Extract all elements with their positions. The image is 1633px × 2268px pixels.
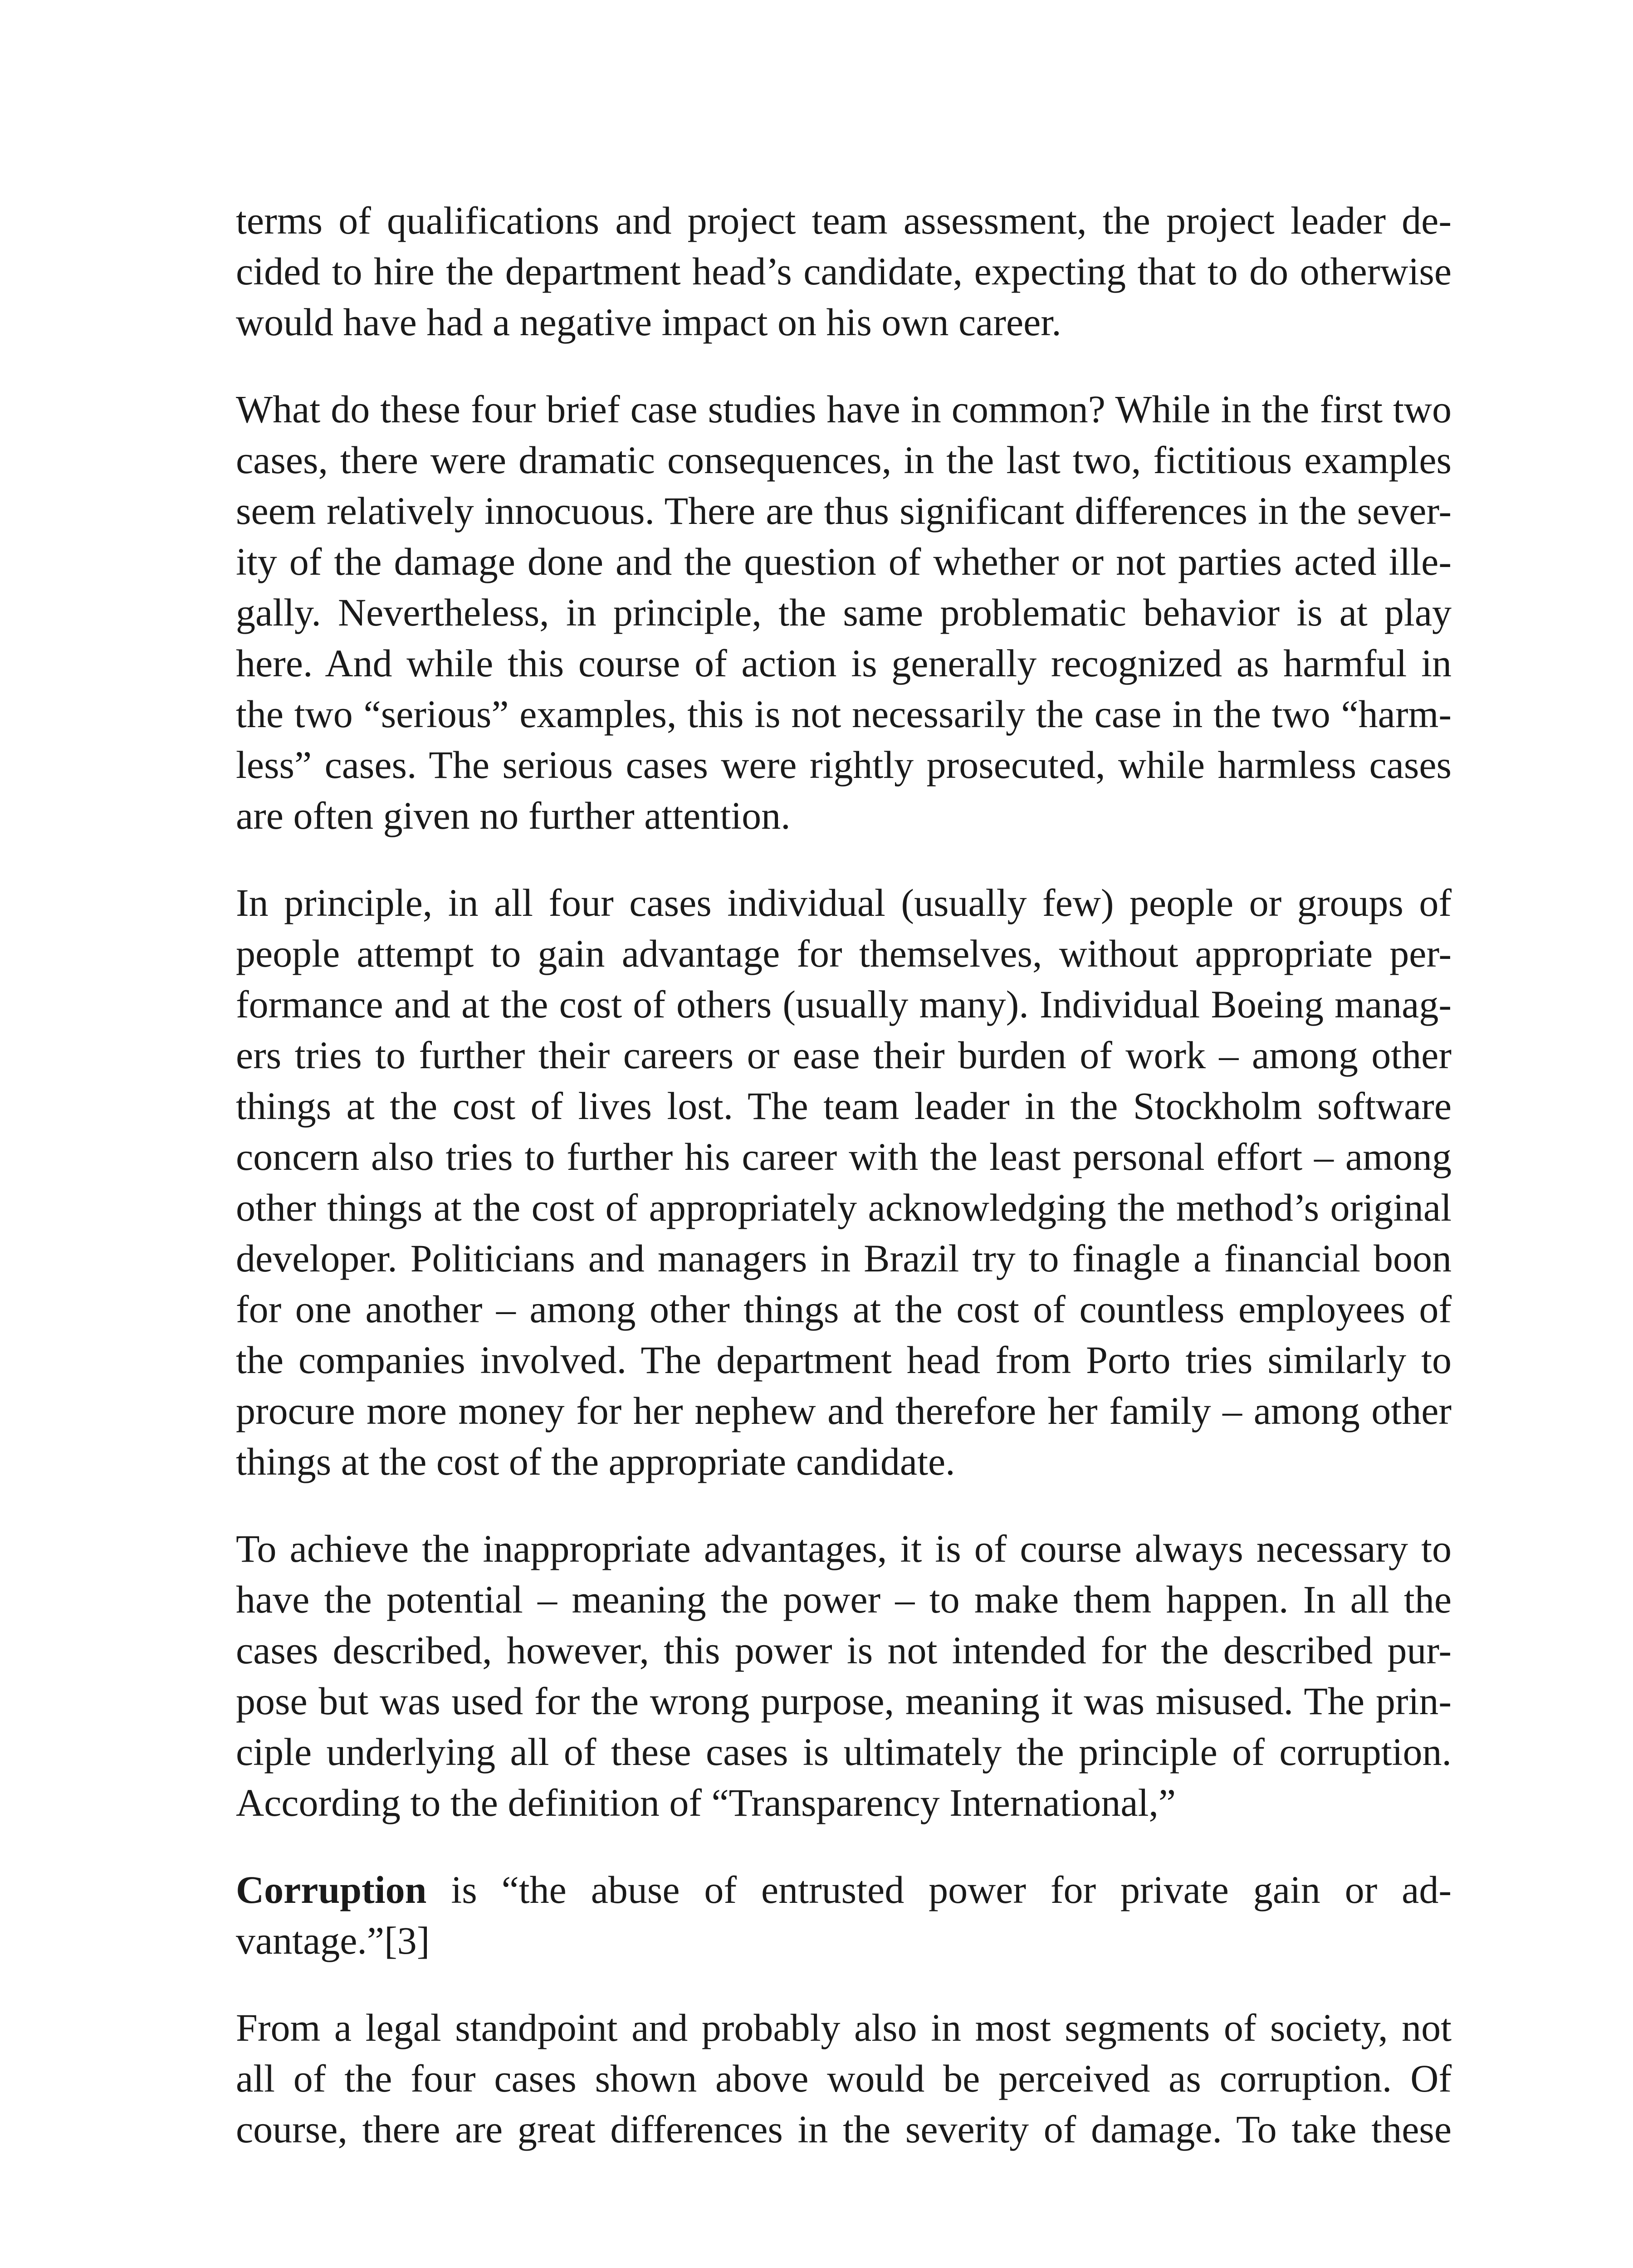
text-line: ity of the damage done and the question of whether or not parties acted ille- [236,540,1452,583]
text-line: the two “serious” examples, this is not necessarily the case in the two “harm- [236,692,1452,736]
text-line: things at the cost of the appropriate candidate. [236,1440,955,1483]
text-line: pose but was used for the wrong purpose, meaning it was misused. The prin- [236,1679,1452,1723]
text-line: cases, there were dramatic consequences, in the last two, fictitious examples [236,438,1452,482]
text-line: cases described, however, this power is not intended for the described pur- [236,1628,1452,1672]
text-line: all of the four cases shown above would be perceived as corruption. Of [236,2057,1452,2100]
text-line: here. And while this course of action is generally recognized as harmful in [236,641,1452,685]
text-line: terms of qualifications and project team assessment, the project leader de- [236,199,1452,242]
text-line: things at the cost of lives lost. The team leader in the Stockholm software [236,1084,1452,1128]
definition-paragraph [236,1864,1452,1966]
paragraph-1 [236,195,1452,347]
text-line: concern also tries to further his career with the least personal effort – among [236,1135,1452,1178]
text-line: From a legal standpoint and probably also in most segments of society, not [236,2006,1452,2049]
definition-text: is “the abuse of entrusted power for private gain or ad- [426,1868,1452,1911]
paragraph-5 [236,2002,1452,2155]
text-line [236,1864,1452,1915]
text-line: cided to hire the department head’s candidate, expecting that to do otherwise [236,249,1452,293]
text-line: have the potential – meaning the power – to make them happen. In all the [236,1578,1452,1621]
text-line: other things at the cost of appropriately acknowledging the method’s original [236,1186,1452,1229]
paragraph-4 [236,1523,1452,1828]
text-line: are often given no further attention. [236,794,791,837]
text-line: developer. Politicians and managers in Brazil try to finagle a financial boon [236,1237,1452,1280]
text-line: To achieve the inappropriate advantages, it is of course always necessary to [236,1527,1452,1570]
text-line: less” cases. The serious cases were rightly prosecuted, while harmless cases [236,743,1452,787]
text-line: ers tries to further their careers or ease their burden of work – among other [236,1033,1452,1077]
body-text [236,195,1452,2191]
text-line: According to the definition of “Transparency International,” [236,1781,1176,1824]
text-line: gally. Nevertheless, in principle, the same problematic behavior is at play [236,591,1452,634]
text-line: the companies involved. The department head from Porto tries similarly to [236,1338,1452,1382]
text-line: people attempt to gain advantage for themselves, without appropriate per- [236,932,1452,975]
text-line: formance and at the cost of others (usually many). Individual Boeing manag- [236,982,1452,1026]
text-line: course, there are great differences in the severity of damage. To take these [236,2107,1452,2151]
text-line: seem relatively innocuous. There are thus significant differences in the sever- [236,489,1452,533]
text-line: procure more money for her nephew and therefore her family – among other [236,1389,1452,1432]
text-line: What do these four brief case studies have in common? While in the first two [236,387,1452,431]
paragraph-3 [236,877,1452,1487]
defined-term: Corruption [236,1868,427,1911]
text-line: vantage.”[3] [236,1919,430,1962]
text-line: would have had a negative impact on his own career. [236,300,1061,344]
paragraph-2 [236,384,1452,841]
text-line: for one another – among other things at the cost of countless employees of [236,1287,1452,1331]
text-line: In principle, in all four cases individual (usually few) people or groups of [236,881,1452,924]
text-line: ciple underlying all of these cases is ultimately the principle of corruption. [236,1730,1452,1774]
